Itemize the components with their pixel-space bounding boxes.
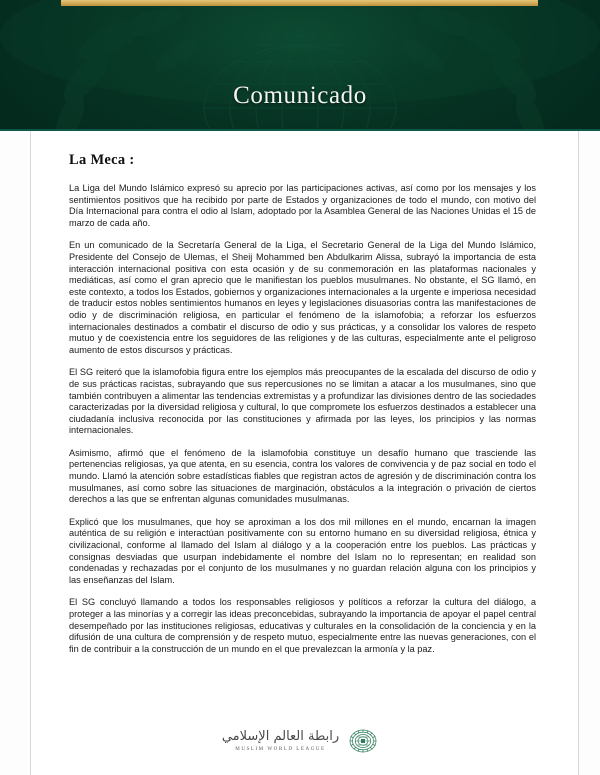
page-title: Comunicado	[233, 82, 367, 109]
body-paragraph: El SG concluyó llamando a todos los responsables religiosos y políticos a reforzar la cultura del diálogo, a proteger a las minorías y a corregir las ideas preconcebidas, subrayando la importancia de apoyar el papel central desempeñado por las instituciones religiosas, educativas y culturales en la consolidación de la conciencia y en la difusión de una cultura de comprensión y de respeto mutuo, especialmente entre las nuevas generaciones, con el fin de contribuir a la construcción de un mundo en el que prevalezcan la armonía y la paz.	[69, 597, 536, 654]
arabic-wordmark: رابطة العالم الإسلامي	[221, 729, 340, 744]
body-paragraph: En un comunicado de la Secretaría General de la Liga, el Secretario General de la Liga del Mundo Islámico, Presidente del Consejo de Ulemas, el Sheij Mohammed ben Abdulkarim Alissa, subrayó la importancia de esta interacción internacional positiva con esta ocasión y de su conmemoración en las plataformas nacionales y mediáticas, así como el gran aprecio que le manifiestan los pueblos musulmanes. No obstante, el SG llamó, en este contexto, a todos los Estados, gobiernos y organizaciones internacionales a la urgente e imperiosa necesidad de traducir estos nobles sentimientos humanos en leyes y legislaciones disuasorias contra las manifestaciones de odio y de discriminación religiosa, en particular el fenómeno de la islamofobia; a reforzar los esfuerzos internacionales destinados a combatir el discurso de odio y sus prácticas, y a consolidar los valores de respeto mutuo y de coexistencia entre los seguidores de las religiones y de las culturas, especialmente ante el peligroso aumento de estos discursos y prácticas.	[69, 240, 536, 355]
body-paragraph: Asimismo, afirmó que el fenómeno de la islamofobia constituye un desafío humano que trasciende las pertenencias religiosas, ya que atenta, en su esencia, contra los valores de convivencia y de paz social en todo el mundo. Llamó la atención sobre estadísticas fiables que registran actos de agresión y de discriminación contra los musulmanes, así como sobre las situaciones de marginación, obstáculos a la integración o privación de ciertos derechos a las que se enfrentan algunas comunidades musulmanas.	[69, 447, 536, 505]
english-wordmark: MUSLIM WORLD LEAGUE	[235, 746, 326, 752]
header-watermark	[0, 0, 600, 131]
header-bottom-edge	[0, 129, 600, 131]
page-border-left	[30, 131, 31, 775]
document-body	[69, 152, 536, 655]
footer-wordmark	[222, 730, 339, 752]
dateline-heading: La Meca :	[69, 152, 135, 168]
muslim-world-league-emblem-icon	[348, 728, 378, 754]
body-paragraph: El SG reiteró que la islamofobia figura entre los ejemplos más preocupantes de la escalada del discurso de odio y de sus prácticas racistas, subrayando que sus repercusiones no se limitan a atacar a los musulmanes, sino que también contribuyen a alimentar las tendencias extremistas y a profundizar las divisiones dentro de las sociedades caracterizadas por la diversidad religiosa y cultural, lo que compromete los esfuerzos destinados a establecer una ciudadanía inclusiva reconocida por las constituciones y afirmada por las leyes, los principios y las normas internacionales.	[69, 367, 536, 436]
footer-logo	[0, 718, 600, 764]
page-border-right	[578, 131, 579, 775]
body-paragraph: La Liga del Mundo Islámico expresó su aprecio por las participaciones activas, así como por los mensajes y los sentimientos positivos que ha recibido por parte de Estados y organizaciones de todo el mundo, con motivo del Día Internacional para contra el odio al Islam, adoptado por la Asamblea General de las Naciones Unidas el 15 de marzo de cada año.	[69, 183, 536, 228]
header-banner	[0, 0, 600, 131]
header-gold-bar	[61, 0, 538, 6]
body-paragraph: Explicó que los musulmanes, que hoy se aproximan a los dos mil millones en el mundo, encarnan la imagen auténtica de su religión e interactúan positivamente con su entorno humano en su diversidad religiosa, étnica y civilizacional, conforme al llamado del Islam al diálogo y a la cooperación entre los pueblos. Las prácticas y consignas desviadas que usurpan indebidamente el nombre del Islam no lo representan; en realidad son condenadas y rechazadas por el conjunto de los musulmanes y no guardan relación alguna con los principios y las enseñanzas del Islam.	[69, 516, 536, 585]
